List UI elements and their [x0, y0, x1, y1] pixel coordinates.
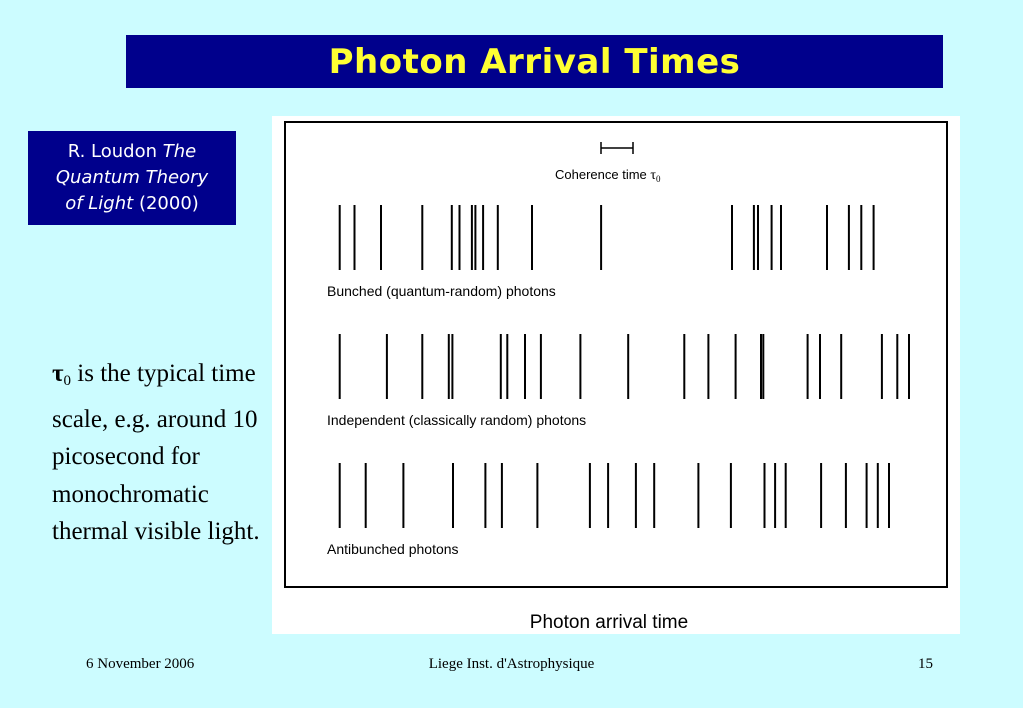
row-label: Antibunched photons — [327, 541, 459, 557]
figure-frame — [285, 122, 947, 587]
footer-date: 6 November 2006 — [86, 656, 195, 672]
coherence-label: Coherence time $\tau_0$ — [555, 167, 661, 184]
photon-arrival-figure — [272, 116, 960, 634]
reference-title-part-2: Quantum Theory — [55, 167, 209, 188]
reference-title-part-3: of Light — [65, 193, 134, 214]
photon-row-1 — [327, 205, 874, 299]
reference-line-1 — [28, 139, 236, 165]
photon-rows — [327, 205, 909, 557]
reference-line-3 — [28, 191, 236, 217]
coherence-scale-bar — [601, 142, 633, 154]
reference-box — [28, 131, 236, 225]
row-label: Independent (classically random) photons — [327, 412, 587, 428]
photon-row-3 — [327, 463, 889, 557]
photon-row-2 — [327, 334, 909, 428]
tau-subscript: 0 — [63, 373, 72, 389]
figure-canvas — [272, 116, 960, 634]
footer-institution: Liege Inst. d'Astrophysique — [428, 656, 595, 672]
reference-title-part-1: The — [162, 141, 197, 162]
reference-author: R. Loudon — [67, 141, 158, 162]
body-text — [52, 355, 267, 551]
slide-title: Photon Arrival Times — [328, 41, 741, 82]
reference-year: (2000) — [138, 193, 199, 214]
axis-label: Photon arrival time — [529, 612, 689, 633]
tau-symbol: τ — [52, 360, 64, 387]
row-label: Bunched (quantum-random) photons — [327, 283, 556, 299]
title-banner — [126, 35, 943, 88]
footer-page-number: 15 — [918, 656, 933, 672]
body-description: is the typical time scale, e.g. around 10 picosecond for monochromatic thermal visible light. — [52, 360, 260, 545]
